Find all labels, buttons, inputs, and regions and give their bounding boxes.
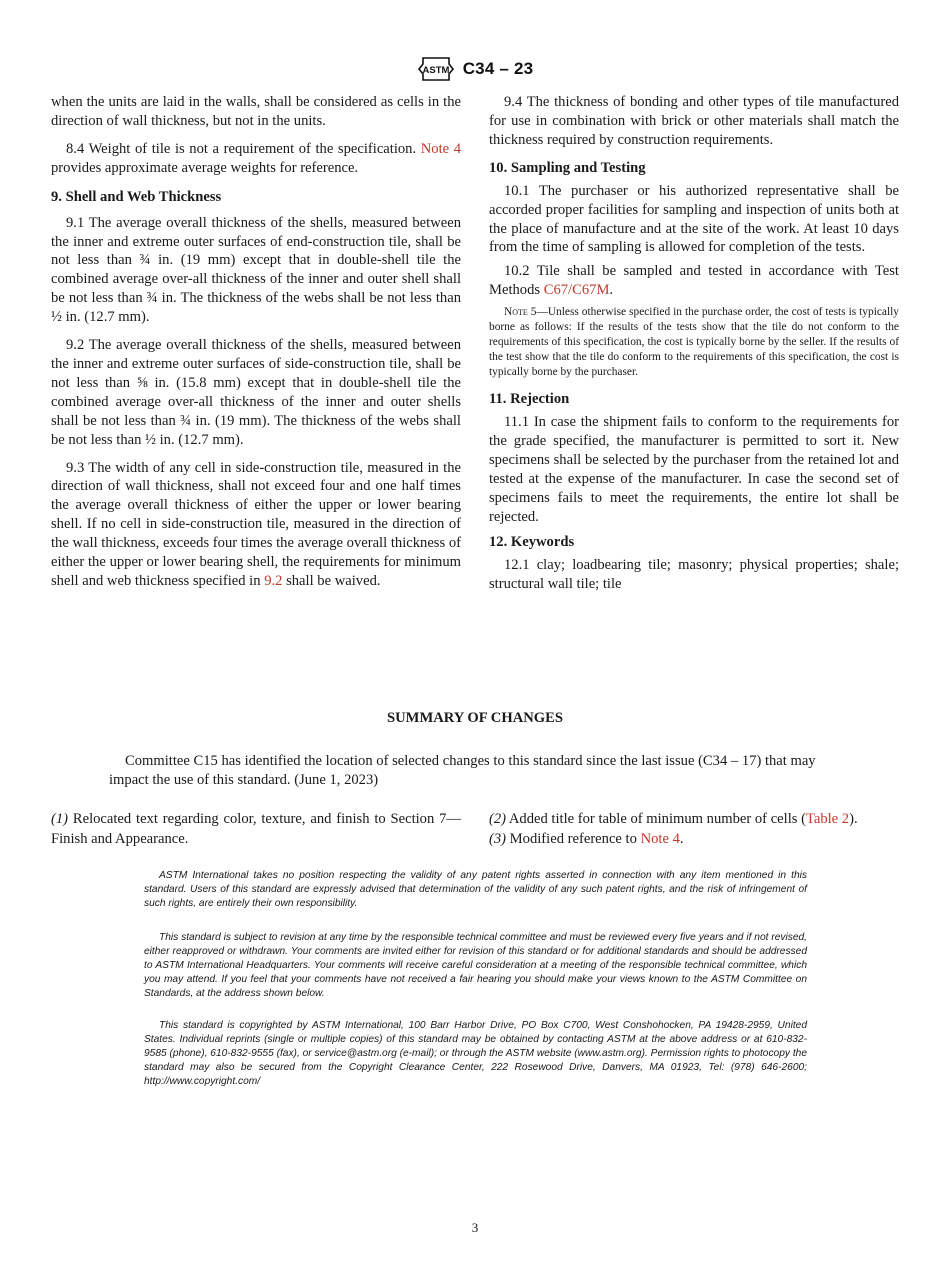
section-9-2-link[interactable]: 9.2 [264,572,283,589]
note-4-link[interactable]: Note 4 [420,140,461,157]
paragraph-9-3: 9.3 The width of any cell in side-construction tile, measured in the direction of wall thickness, shall not exceed four and one half times the average overall thickness of either the upper or lower bearing shell. If no cell in side-construction tile, measured in the direction of the wall thickness, exceeds four times the average overall thickness of either the upper or lower bearing shell, the requirements for minimum shell and web thickness specified in 9.2 shall be waived. [51,459,461,589]
paragraph-10-1: 10.1 The purchaser or his authorized representative shall be accorded proper facilities for sampling and inspection of units both at the place of manufacture and at the site of the work. At least 10 days from the time of sampling is allowed for completion of the tests. [489,182,899,256]
legal-patent-paragraph: ASTM International takes no position respecting the validity of any patent rights asserted in connection with any item mentioned in this standard. Users of this standard are expressly advised that determination of the validity of any such patent rights, and the risk of infringement of such rights, are entirely their own responsibility. [144,870,807,909]
table-2-link[interactable]: Table 2 [805,811,850,827]
right-column [489,93,899,602]
paragraph-12-1: 12.1 clay; loadbearing tile; masonry; physical properties; shale; structural wall tile; tile [489,556,899,592]
paragraph-continued: when the units are laid in the walls, shall be considered as cells in the direction of wall thickness, but not in the units. [51,94,461,129]
page-header [0,52,950,86]
paragraph-9-2: 9.2 The average overall thickness of the shells, measured between the inner and extreme outer surfaces of side-construction tile, shall be not less than ⅝ in. (15.8 mm) except that in double-shell tile the combined average over-all thickness of the inner and outer shells shall be not less than ¾ in. (19 mm). The thickness of the webs shall be not less than ½ in. (12.7 mm). [51,337,461,448]
astm-logo-text: ASTM [422,65,450,76]
paragraph-9-1: 9.1 The average overall thickness of the shells, measured between the inner and extreme outer surfaces of end-construction tile, shall be not less than ¾ in. (19 mm) except that in double-shell tile the combined average over-all thickness of the inner and outer shell shall be not less than ¾ in. The thickness of the webs shall be not less than ½ in. (12.7 mm). [51,214,461,326]
summary-intro: Committee C15 has identified the location of selected changes to this standard since the last issue (C34 – 17) that may impact the use of this standard. (June 1, 2023) [109,753,816,788]
note-5: Note 5—Unless otherwise specified in the purchase order, the cost of tests is typically borne as follows: If the results of the tests show that the tile do not conform to the requirements of this specification, the cost is typically borne by the seller. If the results of the test show that the tile do conform to the requirements of this specification, the cost is typically borne by the purchaser. [489,306,899,379]
change-item-2: (2) Added title for table of minimum number of cells (Table 2). [489,811,858,827]
page-number: 3 [471,1220,479,1235]
paragraph-11-1: 11.1 In case the shipment fails to conform to the requirements for the grade specified, the manufacturer is permitted to sort it. New specimens shall be selected by the purchaser from the retained lot and tested at the expense of the manufacturer. In case the second set of specimens fails to meet the requirements, the entire lot shall be rejected. [489,414,899,525]
change-list-left [51,810,461,849]
paragraph-10-2: 10.2 Tile shall be sampled and tested in accordance with Test Methods C67/C67M. [489,263,899,299]
c67-link[interactable]: C67/C67M [543,282,610,299]
change-item-3: (3) Modified reference to Note 4. [489,830,684,847]
legal-revision-paragraph: This standard is subject to revision at any time by the responsible technical committee and must be reviewed every five years and if not revised, either reapproved or withdrawn. Your comments are invited either for revision of this standard or for additional standards and should be addressed to ASTM International Headquarters. Your comments will receive careful consideration at a meeting of the responsible technical committee, which you may attend. If you feel that your comments have not received a fair hearing you should make your views known to the ASTM Committee on Standards, at the address shown below. [144,932,807,999]
paragraph-8-4: 8.4 Weight of tile is not a requirement of the specification. Note 4 provides approximate average weights for reference. [51,140,461,176]
left-column [51,93,461,600]
note-4-link-summary[interactable]: Note 4 [640,830,680,847]
section-9-heading: 9. Shell and Web Thickness [51,188,222,205]
section-12-heading: 12. Keywords [489,533,575,550]
astm-logo-icon [417,52,455,86]
change-item-1: (1) Relocated text regarding color, texture, and finish to Section 7—Finish and Appearance. [51,811,461,847]
change-list-right [489,810,901,849]
document-id: C34 – 23 [462,59,534,78]
section-10-heading: 10. Sampling and Testing [489,159,646,176]
legal-copyright-paragraph: This standard is copyrighted by ASTM International, 100 Barr Harbor Drive, PO Box C700, West Conshohocken, PA 19428-2959, United States. Individual reprints (single or multiple copies) of this standard may be obtained by contacting ASTM at the above address or at 610-832-9585 (phone), 610-832-9555 (fax), or service@astm.org (e-mail); or through the ASTM website (www.astm.org). Permission rights to photocopy the standard may also be secured from the Copyright Clearance Center, 222 Rosewood Drive, Danvers, MA 01923, Tel: (978) 646-2600; http://www.copyright.com/ [144,1020,807,1087]
paragraph-9-4: 9.4 The thickness of bonding and other types of tile manufactured for use in combination with brick or other materials shall match the thickness required by construction requirements. [489,94,899,148]
section-11-heading: 11. Rejection [489,391,570,408]
summary-title: SUMMARY OF CHANGES [387,710,563,726]
